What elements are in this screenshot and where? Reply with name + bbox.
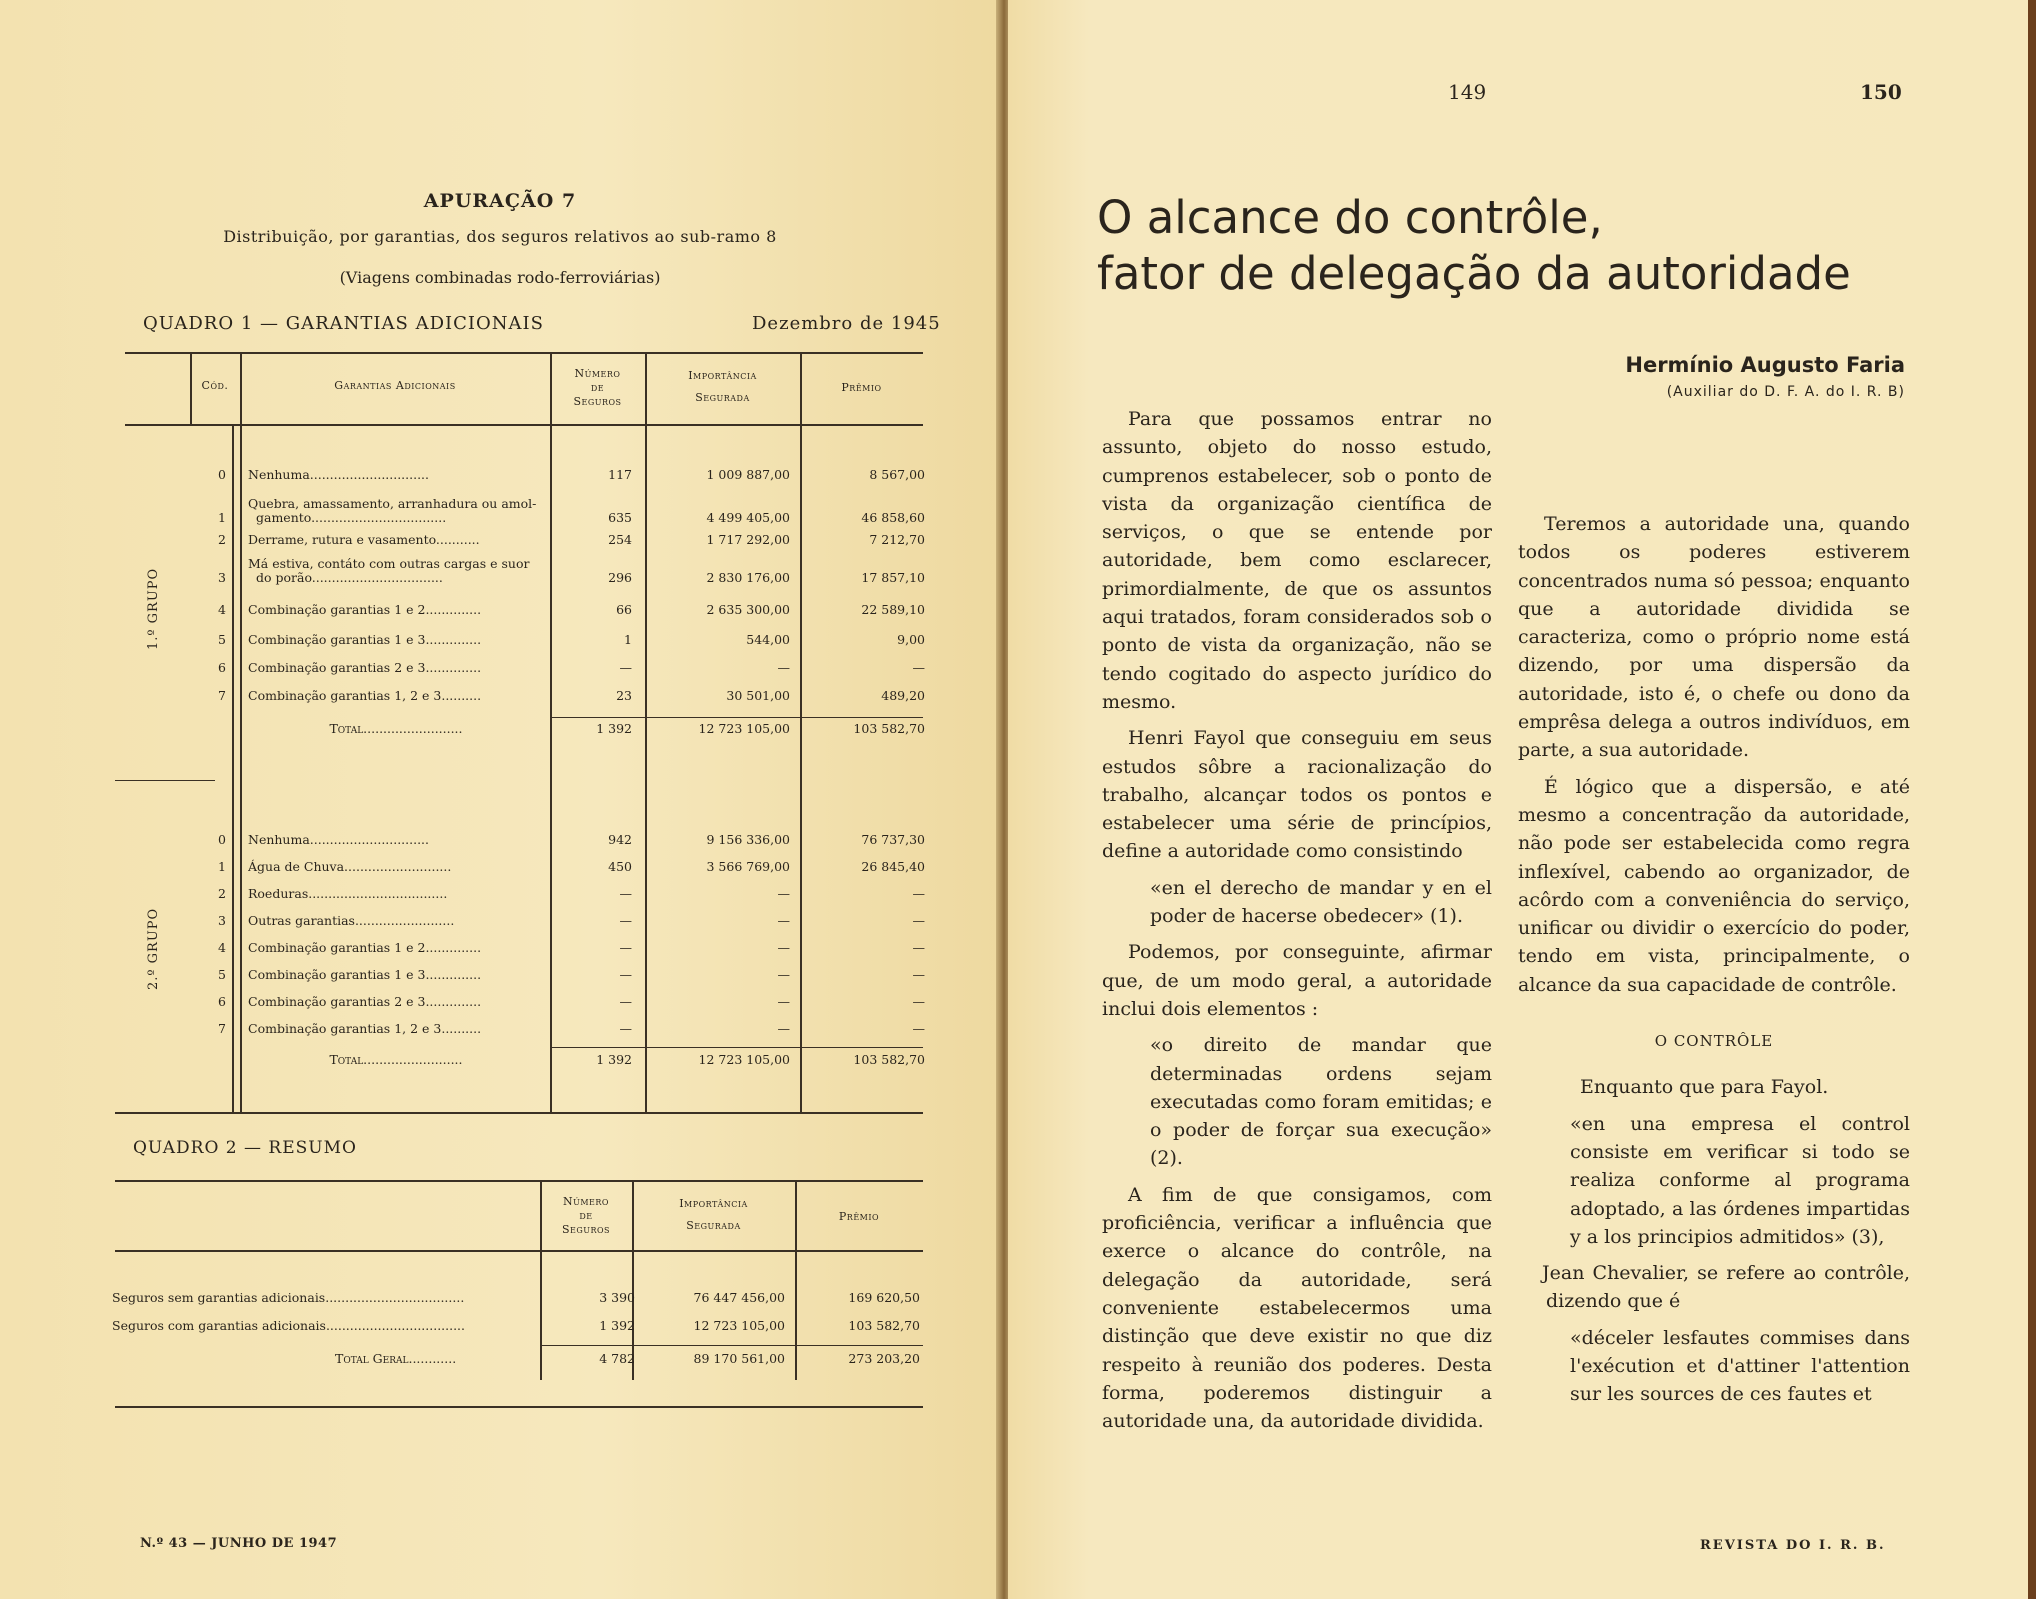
q2-total-premio: 273 203,20 (848, 1351, 920, 1366)
q2-header-line: de (579, 1209, 593, 1222)
page-number-150: 150 (1860, 80, 1902, 104)
cell-numero: 23 (616, 688, 632, 703)
title-line: O alcance do contrôle, (1097, 191, 1603, 244)
cell-importancia: 2 830 176,00 (706, 570, 790, 585)
cell-premio: 26 845,40 (861, 859, 925, 874)
cell-importancia: 9 156 336,00 (706, 832, 790, 847)
total-rule (540, 1345, 923, 1346)
table-row (0, 632, 1000, 656)
cell-desc: Combinação garantias 2 e 3.............. (248, 994, 482, 1009)
q2-total-importancia: 89 170 561,00 (693, 1351, 785, 1366)
q2-numero: 3 390 (599, 1290, 635, 1305)
header-numero-line: Seguros (573, 395, 622, 408)
total-importancia: 12 723 105,00 (698, 721, 790, 736)
cell-cod: 6 (218, 660, 226, 675)
cell-cod: 5 (218, 632, 226, 647)
cell-cod: 3 (218, 570, 226, 585)
quadro1-title: QUADRO 1 — GARANTIAS ADICIONAIS (143, 313, 544, 334)
cell-premio: 489,20 (881, 688, 925, 703)
cell-numero: 635 (608, 510, 632, 525)
cell-numero: 450 (608, 859, 632, 874)
cell-importancia: 544,00 (746, 632, 790, 647)
cell-cod: 2 (218, 886, 226, 901)
cell-cod: 7 (218, 1021, 226, 1036)
group1-label: 1.º GRUPO (146, 567, 161, 650)
cell-numero: — (619, 1021, 632, 1036)
total-premio: 103 582,70 (853, 1052, 925, 1067)
cell-desc: Combinação garantias 1 e 3.............. (248, 967, 482, 982)
cell-desc: Combinação garantias 1 e 2.............. (248, 602, 482, 617)
cell-numero: 254 (608, 532, 632, 547)
page-number-149: 149 (1448, 80, 1487, 104)
table-row (0, 660, 1000, 684)
cell-premio: 46 858,60 (861, 510, 925, 525)
cell-numero: — (619, 913, 632, 928)
paragraph: Teremos a autoridade una, quando todos os poderes estiverem concentrados numa só pessoa; enquanto que a autoridade dividida se caracteriza, como o próprio nome está dizendo, por uma dispersão da autoridade, isto é, o chefe ou dono da emprêsa delega a outros indivíduos, em parte, a sua autoridade. (1518, 513, 1910, 762)
cell-importancia: — (777, 660, 790, 675)
table-row (0, 832, 1000, 856)
q2-desc: Seguros com garantias adicionais................................... (112, 1318, 466, 1333)
cell-premio: 76 737,30 (861, 832, 925, 847)
header-importancia-line: Importância (688, 369, 757, 382)
cell-desc: Má estiva, contáto com outras cargas e suor (248, 556, 530, 571)
paragraph: Henri Fayol que conseguiu em seus estudos sôbre a racionalização do trabalho, alcançar todos os pontos e estabelecer uma série de princípios, define a autoridade como consistindo (1102, 727, 1492, 863)
cell-cod: 6 (218, 994, 226, 1009)
title-line: fator de delegação da autoridade (1097, 247, 1851, 300)
cell-importancia: — (777, 886, 790, 901)
paragraph: Jean Chevalier, se refere ao contrôle, dizendo que é (1542, 1262, 1910, 1313)
cell-premio: 17 857,10 (861, 570, 925, 585)
cell-desc: Combinação garantias 1 e 3.............. (248, 632, 482, 647)
header-premio: Prêmio (841, 381, 882, 394)
cell-cod: 5 (218, 967, 226, 982)
q2-importancia: 76 447 456,00 (693, 1290, 785, 1305)
table-row (0, 994, 1000, 1018)
paragraph: É lógico que a dispersão, e até mesmo a concentração da autoridade, não pode ser estabelecida como regra inflexível, cabendo ao organizador, de acôrdo com a conveniência do serviço, unificar ou dividir o exercício do poder, tendo em vista, principalmente, o alcance da sua capacidade de contrôle. (1518, 775, 1910, 996)
cell-importancia: 3 566 769,00 (706, 859, 790, 874)
q2-header-line: Seguros (561, 1223, 611, 1236)
cell-cod: 3 (218, 913, 226, 928)
column-2 (1518, 510, 1910, 1409)
q2-importancia: 12 723 105,00 (693, 1318, 785, 1333)
table-subtitle: Distribuição, por garantias, dos seguros relativos ao sub-ramo 8 (223, 227, 777, 246)
header-numero (550, 367, 645, 409)
cell-premio: 7 212,70 (869, 532, 925, 547)
cell-cod: 1 (218, 859, 226, 874)
right-footer: REVISTA DO I. R. B. (1700, 1538, 1886, 1553)
cell-premio: 22 589,10 (861, 602, 925, 617)
cell-premio: — (912, 1021, 925, 1036)
cell-desc: Combinação garantias 2 e 3.............. (248, 660, 482, 675)
table-rule (115, 1406, 923, 1408)
cell-cod: 0 (218, 832, 226, 847)
table-rule (125, 424, 923, 426)
cell-importancia: 30 501,00 (726, 688, 790, 703)
cell-numero: 296 (608, 570, 632, 585)
author-affiliation: (Auxiliar do D. F. A. do I. R. B) (1666, 384, 1905, 400)
header-importancia (645, 369, 800, 405)
quadro2-title: QUADRO 2 — RESUMO (133, 1138, 357, 1158)
article-title (1097, 190, 1957, 302)
cell-numero: — (619, 886, 632, 901)
total-row (0, 721, 1000, 745)
cell-premio: — (912, 660, 925, 675)
quote: «o direito de mandar que determinadas ordens sejam executadas como foram emitidas; e o poder de forçar sua execução» (2). (1150, 1034, 1492, 1170)
table-row (0, 496, 1000, 526)
cell-numero: 117 (608, 467, 632, 482)
quote: «en el derecho de mandar y en el poder de hacerse obedecer» (1). (1150, 876, 1492, 928)
table-row (0, 913, 1000, 937)
header-importancia-line: Segurada (695, 391, 750, 404)
q2-header-importancia (632, 1197, 795, 1233)
q2-header-line: Número (563, 1195, 609, 1208)
table-rule (115, 1112, 923, 1114)
cell-desc: Derrame, rutura e vasamento........... (248, 532, 480, 547)
cell-numero: — (619, 940, 632, 955)
cell-importancia: — (777, 940, 790, 955)
cell-premio: 9,00 (897, 632, 925, 647)
cell-desc: Nenhuma.............................. (248, 832, 429, 847)
cell-importancia: — (777, 967, 790, 982)
q2-header-numero (540, 1195, 632, 1237)
quote: «déceler lesfautes commises dans l'exécution et d'attiner l'attention sur les sources de ces fautes et (1570, 1326, 1910, 1406)
table-row (0, 532, 1000, 556)
cell-cod: 4 (218, 602, 226, 617)
cell-premio: — (912, 994, 925, 1009)
section-heading: O CONTRÔLE (1654, 1032, 1774, 1051)
header-numero-line: de (590, 381, 605, 394)
q2-desc: Seguros sem garantias adicionais................................... (112, 1290, 465, 1305)
left-page (0, 0, 1000, 1599)
cell-importancia: 1 717 292,00 (706, 532, 790, 547)
cell-desc: Roeduras................................... (248, 886, 448, 901)
cell-premio: 8 567,00 (869, 467, 925, 482)
total-label: Total......................... (329, 721, 463, 736)
cell-importancia: 4 499 405,00 (706, 510, 790, 525)
table-row (0, 688, 1000, 712)
table-subtitle-2: (Viagens combinadas rodo-ferroviárias) (339, 268, 661, 287)
paragraph: Enquanto que para Fayol. (1580, 1076, 1829, 1099)
total-row (0, 1052, 1000, 1076)
q2-premio: 169 620,50 (848, 1290, 920, 1305)
cell-premio: — (912, 913, 925, 928)
q2-header-line: Segurada (686, 1219, 741, 1232)
q2-numero: 1 392 (599, 1318, 635, 1333)
total-numero: 1 392 (596, 721, 632, 736)
cell-numero: 66 (616, 602, 632, 617)
table-row (0, 1021, 1000, 1045)
column-1 (1102, 405, 1492, 1435)
q2-header-line: Importância (679, 1197, 748, 1210)
table-rule (115, 1250, 923, 1252)
header-garantias: Garantias Adicionais (334, 379, 456, 392)
author-name: Hermínio Augusto Faria (1625, 353, 1905, 377)
q2-row (0, 1290, 1000, 1314)
cell-importancia: — (777, 994, 790, 1009)
table-row (0, 467, 1000, 491)
cell-desc: Água de Chuva........................... (248, 859, 452, 874)
cell-importancia: — (777, 913, 790, 928)
header-cod: Cód. (201, 379, 229, 392)
q2-total-row (0, 1351, 1000, 1375)
cell-premio: — (912, 940, 925, 955)
cell-cod: 1 (218, 510, 226, 525)
q2-total-label: Total Geral............ (335, 1351, 457, 1366)
total-numero: 1 392 (596, 1052, 632, 1067)
cell-desc: Outras garantias......................... (248, 913, 455, 928)
total-importancia: 12 723 105,00 (698, 1052, 790, 1067)
quote: «en una empresa el control consiste em verificar si todo se realiza conforme al programa adoptado, a las órdenes impartidas y a los principios admitidos» (3), (1570, 1112, 1910, 1248)
table-row (0, 940, 1000, 964)
cell-numero: 942 (608, 832, 632, 847)
cell-desc: Combinação garantias 1, 2 e 3.......... (248, 688, 482, 703)
apuracao-title: APURAÇÃO 7 (423, 190, 577, 212)
cell-importancia: 1 009 887,00 (706, 467, 790, 482)
cell-cod: 4 (218, 940, 226, 955)
left-footer: N.º 43 — JUNHO DE 1947 (140, 1536, 338, 1551)
q2-premio: 103 582,70 (848, 1318, 920, 1333)
total-label: Total......................... (329, 1052, 463, 1067)
quadro1-date: Dezembro de 1945 (752, 313, 941, 334)
cell-numero: — (619, 660, 632, 675)
table-rule (115, 1180, 923, 1182)
q2-header-premio: Prêmio (838, 1210, 880, 1223)
cell-premio: — (912, 967, 925, 982)
cell-importancia: 2 635 300,00 (706, 602, 790, 617)
group2-label: 2.º GRUPO (146, 907, 161, 990)
table-row (0, 886, 1000, 910)
q2-total-numero: 4 782 (599, 1351, 635, 1366)
cell-desc: Combinação garantias 1, 2 e 3.......... (248, 1021, 482, 1036)
cell-desc-2: do porão................................. (256, 570, 443, 585)
cell-desc: Quebra, amassamento, arranhadura ou amol- (248, 496, 537, 511)
cell-numero: 1 (624, 632, 632, 647)
paragraph: A fim de que consigamos, com proficiência, verificar a influência que exerce o alcance do contrôle, na delegação da autoridade, será conveniente estabelecermos uma distinção que deve existir no que diz respeito à reunião dos poderes. Desta forma, poderemos distinguir a autoridade una, da autoridade dividida. (1102, 1183, 1492, 1433)
cell-importancia: — (777, 1021, 790, 1036)
total-rule (550, 1047, 923, 1048)
q2-row (0, 1318, 1000, 1342)
total-rule (550, 717, 923, 718)
cell-cod: 7 (218, 688, 226, 703)
cell-cod: 2 (218, 532, 226, 547)
cell-desc-2: gamento.................................. (256, 510, 447, 525)
table-rule (125, 352, 923, 354)
table-row (0, 967, 1000, 991)
header-numero-line: Número (574, 367, 621, 380)
total-premio: 103 582,70 (853, 721, 925, 736)
cell-cod: 0 (218, 467, 226, 482)
paragraph: Para que possamos entrar no assunto, objeto do nosso estudo, cumprenos estabelecer, sob o ponto de vista da organização científica de serviços, o que se entende por autoridade, bem como esclarecer, primordialmente, de que os assuntos aqui tratados, foram considerados sob o ponto de vista da organização, não se tendo cogitado do aspecto jurídico do mesmo. (1102, 408, 1492, 713)
table-row (0, 556, 1000, 586)
paragraph: Podemos, por conseguinte, afirmar que, de um modo geral, a autoridade inclui dois elementos : (1102, 941, 1492, 1020)
cell-desc: Combinação garantias 1 e 2.............. (248, 940, 482, 955)
cell-numero: — (619, 967, 632, 982)
group-divider (115, 780, 215, 781)
cell-numero: — (619, 994, 632, 1009)
cell-desc: Nenhuma.............................. (248, 467, 429, 482)
table-row (0, 602, 1000, 626)
cell-premio: — (912, 886, 925, 901)
table-row (0, 859, 1000, 883)
